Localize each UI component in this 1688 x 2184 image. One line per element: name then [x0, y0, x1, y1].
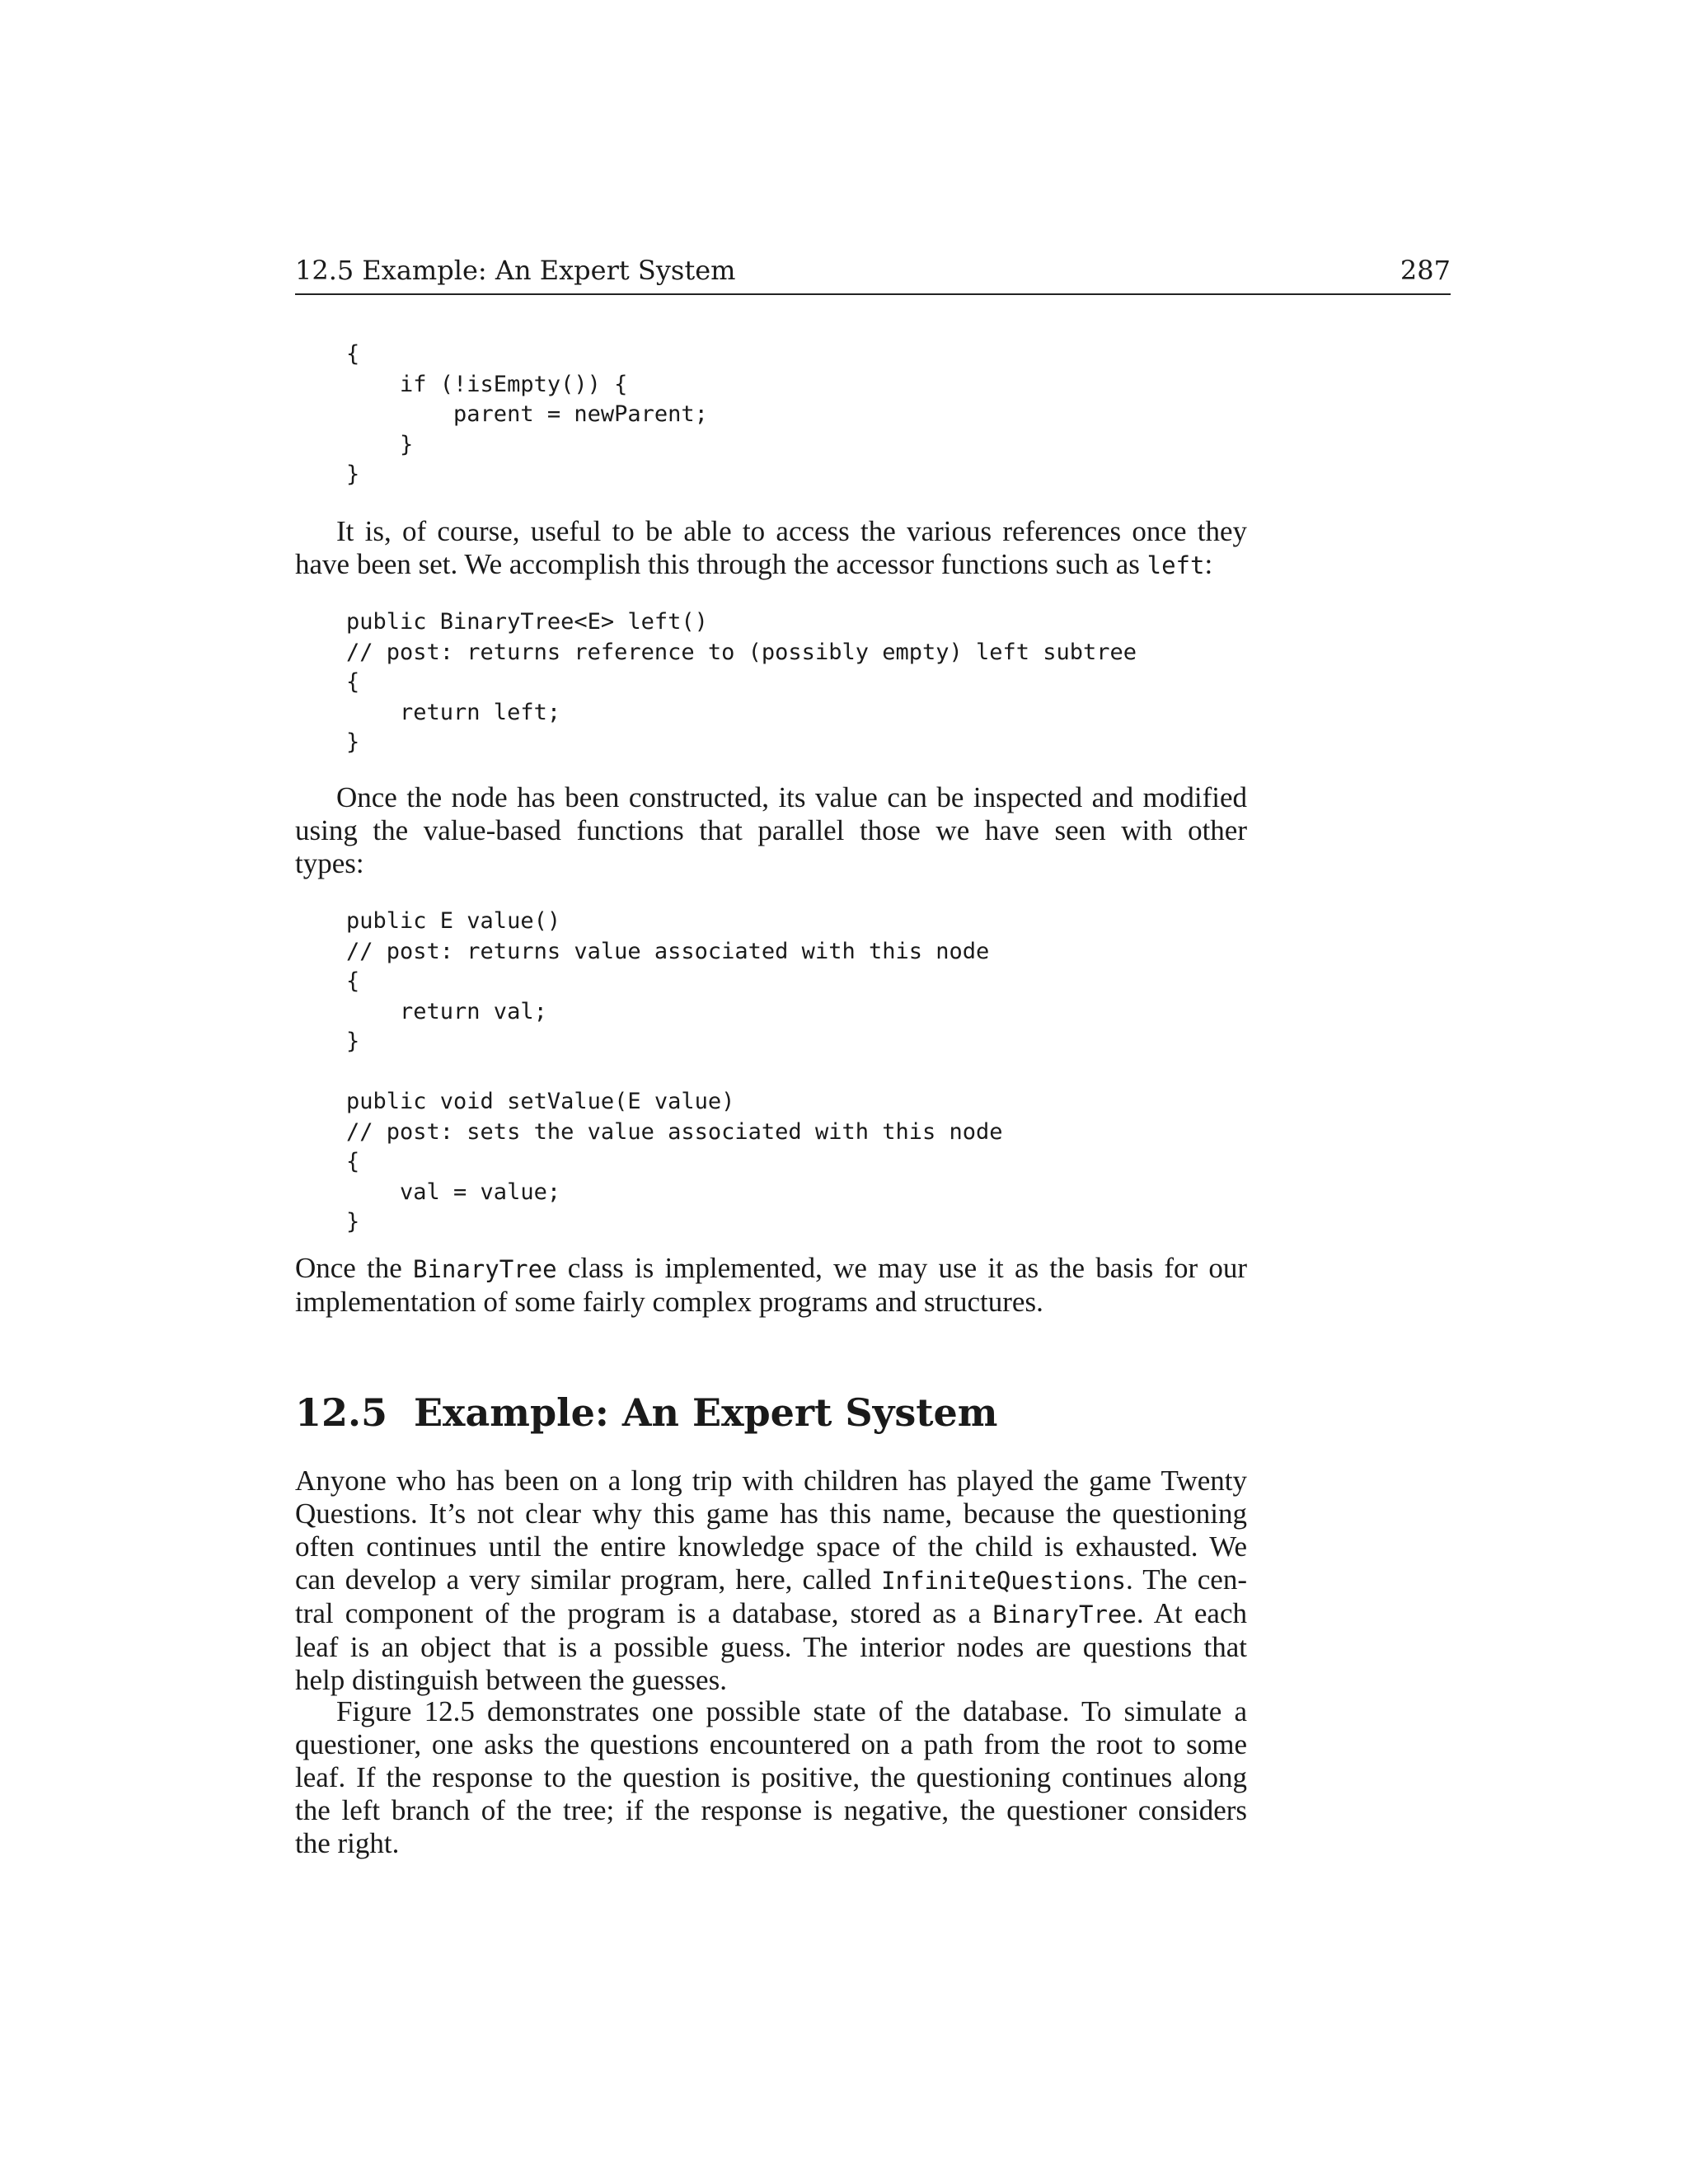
inline-code-binarytree: BinaryTree [412, 1255, 557, 1283]
paragraph-figure-description: Figure 12.5 demonstrates one possible state of the database. To simulate a questioner, one asks the questions encountered on a path from the root to some leaf. If the response to the question is positive, the questioning continues along the left branch of the tree; if the response is negative, the questioner considers the right. [295, 1695, 1247, 1859]
inline-code-infinitequestions: InfiniteQuestions [881, 1567, 1126, 1595]
paragraph-twenty-questions: Anyone who has been on a long trip with children has played the game Twenty Questions. It’s not clear why this game has this name, because the questioning often continues until the entire knowledge space of the child is exhausted. We can develop a very similar program, here, called InfiniteQuestions. The cen- tral component of the program is a database, stored as a BinaryTree. At each leaf is an object that is a possible guess. The interior nodes are questions that help distinguish between the guesses. [295, 1465, 1247, 1696]
code-block-value-methods: public E value() // post: returns value associated with this node { return val; } public void setValue(E value) // post: sets the value associated with this node { val = value; } [346, 908, 1003, 1235]
header-section-title: 12.5 Example: An Expert System [295, 255, 736, 286]
inline-code-left: left [1146, 551, 1205, 579]
code-block-left-accessor: public BinaryTree<E> left() // post: returns reference to (possibly empty) left subtree { return left; } [346, 609, 1137, 755]
section-title: Example: An Expert System [414, 1390, 998, 1435]
section-number: 12.5 [295, 1390, 388, 1435]
inline-code-binarytree-2: BinaryTree [992, 1601, 1137, 1629]
paragraph-binarytree-basis: Once the BinaryTree class is implemented, we may use it as the basis for our implementation of some fairly complex programs and structures. [295, 1252, 1247, 1318]
paragraph-accessors: It is, of course, useful to be able to access the various references once they have been set. We accomplish this through the accessor functions such as left: [295, 515, 1247, 580]
running-header [295, 252, 1451, 295]
code-block-set-parent: { if (!isEmpty()) { parent = newParent; } } [346, 341, 708, 487]
paragraph-value-functions: Once the node has been constructed, its value can be inspected and modified using the value-based functions that parallel those we have seen with other types: [295, 781, 1247, 879]
section-heading [295, 1390, 997, 1436]
page-number: 287 [1400, 255, 1451, 286]
